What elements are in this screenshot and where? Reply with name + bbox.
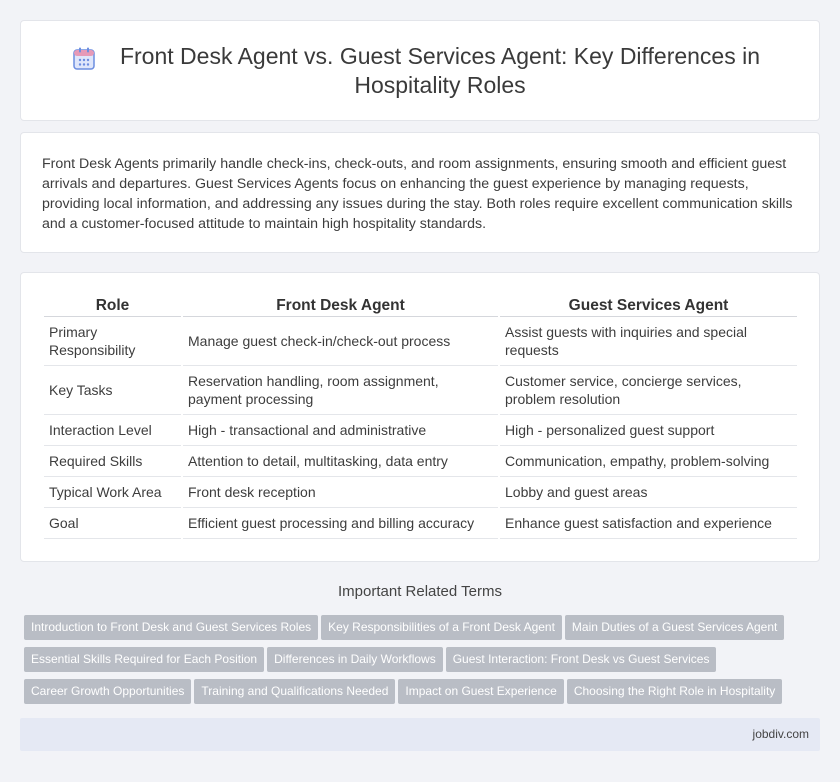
related-term-tag[interactable]: Career Growth Opportunities <box>24 679 191 704</box>
related-terms-heading: Important Related Terms <box>338 583 502 600</box>
related-term-tag[interactable]: Choosing the Right Role in Hospitality <box>567 679 782 704</box>
row-label: Required Skills <box>44 446 181 477</box>
comparison-card <box>20 272 820 562</box>
guest-services-cell: Enhance guest satisfaction and experience <box>500 508 797 539</box>
guest-services-cell: Assist guests with inquiries and special requests <box>500 317 797 366</box>
row-label: Interaction Level <box>44 415 181 446</box>
table-row <box>44 508 797 539</box>
column-header-role: Role <box>44 295 181 317</box>
guest-services-cell: Communication, empathy, problem-solving <box>500 446 797 477</box>
front-desk-cell: Efficient guest processing and billing accuracy <box>183 508 498 539</box>
related-terms-list <box>24 615 804 711</box>
table-header-row <box>44 295 797 317</box>
footer-site-link[interactable]: jobdiv.com <box>752 727 809 741</box>
row-label: Key Tasks <box>44 366 181 415</box>
front-desk-cell: High - transactional and administrative <box>183 415 498 446</box>
related-term-tag[interactable]: Training and Qualifications Needed <box>194 679 395 704</box>
front-desk-cell: Front desk reception <box>183 477 498 508</box>
table-row <box>44 366 797 415</box>
related-term-tag[interactable]: Key Responsibilities of a Front Desk Agent <box>321 615 562 640</box>
intro-paragraph: Front Desk Agents primarily handle check-ins, check-outs, and room assignments, ensuring smooth and efficient guest arrivals and departures. Guest Services Agents focus on enhancing the guest experience by managing requests, providing local information, and addressing any issues during the stay. Both roles require excellent communication skills and a customer-focused attitude to maintain high hospitality standards. <box>42 156 793 232</box>
footer <box>20 718 820 751</box>
guest-services-cell: High - personalized guest support <box>500 415 797 446</box>
related-term-tag[interactable]: Impact on Guest Experience <box>398 679 563 704</box>
guest-services-cell: Lobby and guest areas <box>500 477 797 508</box>
table-row <box>44 317 797 366</box>
table-row <box>44 477 797 508</box>
intro-card <box>20 132 820 253</box>
front-desk-cell: Reservation handling, room assignment, payment processing <box>183 366 498 415</box>
page-title: Front Desk Agent vs. Guest Services Agent: Key Differences in Hospitality Roles <box>119 42 761 98</box>
row-label: Typical Work Area <box>44 477 181 508</box>
front-desk-cell: Attention to detail, multitasking, data entry <box>183 446 498 477</box>
table-row <box>44 446 797 477</box>
table-row <box>44 415 797 446</box>
row-label: Primary Responsibility <box>44 317 181 366</box>
related-term-tag[interactable]: Main Duties of a Guest Services Agent <box>565 615 784 640</box>
header-card <box>20 20 820 121</box>
related-term-tag[interactable]: Differences in Daily Workflows <box>267 647 443 672</box>
column-header-front-desk: Front Desk Agent <box>183 295 498 317</box>
related-term-tag[interactable]: Guest Interaction: Front Desk vs Guest Services <box>446 647 717 672</box>
column-header-guest-services: Guest Services Agent <box>500 295 797 317</box>
related-term-tag[interactable]: Essential Skills Required for Each Position <box>24 647 264 672</box>
comparison-table <box>42 295 799 539</box>
related-term-tag[interactable]: Introduction to Front Desk and Guest Services Roles <box>24 615 318 640</box>
row-label: Goal <box>44 508 181 539</box>
front-desk-cell: Manage guest check-in/check-out process <box>183 317 498 366</box>
guest-services-cell: Customer service, concierge services, problem resolution <box>500 366 797 415</box>
